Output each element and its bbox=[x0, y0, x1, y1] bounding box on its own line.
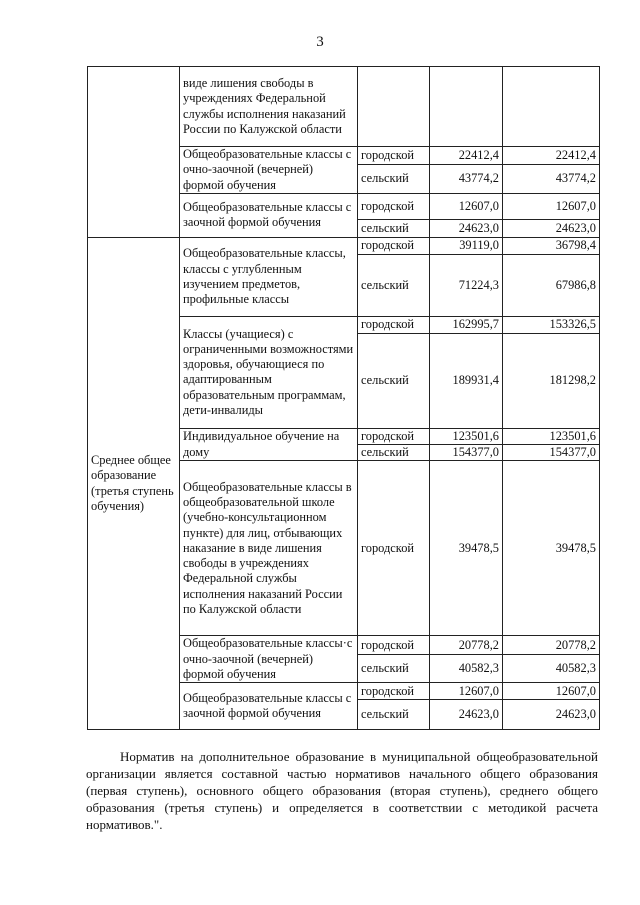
value-cell: 12607,0 bbox=[430, 193, 503, 219]
value-cell: 12607,0 bbox=[503, 193, 600, 219]
type-cell: Общеобразовательные классы с заочной формой обучения bbox=[180, 683, 358, 730]
value-cell: 20778,2 bbox=[503, 636, 600, 655]
value-cell: 181298,2 bbox=[503, 333, 600, 428]
value-cell: 39478,5 bbox=[430, 461, 503, 636]
value-cell: 40582,3 bbox=[503, 655, 600, 683]
value-cell: 22412,4 bbox=[503, 147, 600, 165]
footer-text: Норматив на дополнительное образование в муниципальной общеобразовательной организации является составной частью нормативов начального общего образования (первая ступень), основного общего образования (вторая ступень), среднего общего образования (третья ступень) и определяется в соответствии с методикой расчета нормативов.". bbox=[86, 749, 598, 832]
value-cell: 24623,0 bbox=[430, 219, 503, 237]
area-cell: сельский bbox=[358, 164, 430, 193]
value-cell: 71224,3 bbox=[430, 254, 503, 316]
value-cell: 123501,6 bbox=[430, 428, 503, 444]
footer-paragraph bbox=[86, 748, 598, 833]
value-cell: 36798,4 bbox=[503, 237, 600, 254]
value-cell: 24623,0 bbox=[503, 700, 600, 730]
value-cell: 43774,2 bbox=[430, 164, 503, 193]
value-cell: 154377,0 bbox=[503, 445, 600, 461]
area-cell: городской bbox=[358, 237, 430, 254]
type-cell: Общеобразовательные классы, классы с углубленным изучением предметов, профильные классы bbox=[180, 237, 358, 316]
area-cell: городской bbox=[358, 683, 430, 700]
level-cell: Среднее общее образование (третья ступень обучения) bbox=[88, 237, 180, 729]
value-cell bbox=[430, 67, 503, 147]
table-row bbox=[88, 67, 600, 147]
value-cell: 154377,0 bbox=[430, 445, 503, 461]
value-cell: 123501,6 bbox=[503, 428, 600, 444]
value-cell: 24623,0 bbox=[430, 700, 503, 730]
value-cell: 43774,2 bbox=[503, 164, 600, 193]
type-cell: Общеобразовательные классы с заочной формой обучения bbox=[180, 193, 358, 237]
value-cell: 22412,4 bbox=[430, 147, 503, 165]
area-cell: сельский bbox=[358, 700, 430, 730]
type-cell: Общеобразовательные классы в общеобразовательной школе (учебно-консультационном пункте) для лиц, отбывающих наказание в виде лишения свободы в учреждениях Федеральной службы исполнения наказаний России по Калужской области bbox=[180, 461, 358, 636]
value-cell: 12607,0 bbox=[503, 683, 600, 700]
value-cell: 189931,4 bbox=[430, 333, 503, 428]
level-cell bbox=[88, 67, 180, 238]
area-cell: городской bbox=[358, 636, 430, 655]
value-cell: 153326,5 bbox=[503, 316, 600, 333]
type-cell: Общеобразовательные классы с очно-заочной (вечерней) формой обучения bbox=[180, 147, 358, 194]
type-cell: Классы (учащиеся) с ограниченными возможностями здоровья, обучающиеся по адаптированным образовательным программам, дети-инвалиды bbox=[180, 316, 358, 428]
area-cell: сельский bbox=[358, 219, 430, 237]
area-cell bbox=[358, 67, 430, 147]
area-cell: сельский bbox=[358, 333, 430, 428]
area-cell: городской bbox=[358, 193, 430, 219]
area-cell: городской bbox=[358, 461, 430, 636]
value-cell bbox=[503, 67, 600, 147]
type-cell: виде лишения свободы в учреждениях Федеральной службы исполнения наказаний России по Калужской области bbox=[180, 67, 358, 147]
area-cell: городской bbox=[358, 147, 430, 165]
value-cell: 39478,5 bbox=[503, 461, 600, 636]
value-cell: 40582,3 bbox=[430, 655, 503, 683]
value-cell: 24623,0 bbox=[503, 219, 600, 237]
area-cell: городской bbox=[358, 428, 430, 444]
area-cell: сельский bbox=[358, 655, 430, 683]
value-cell: 20778,2 bbox=[430, 636, 503, 655]
area-cell: городской bbox=[358, 316, 430, 333]
value-cell: 67986,8 bbox=[503, 254, 600, 316]
normatives-table bbox=[87, 66, 600, 730]
type-cell: Общеобразовательные классы·с очно-заочной (вечерней) формой обучения bbox=[180, 636, 358, 683]
area-cell: сельский bbox=[358, 254, 430, 316]
type-cell: Индивидуальное обучение на дому bbox=[180, 428, 358, 461]
value-cell: 12607,0 bbox=[430, 683, 503, 700]
page-number: 3 bbox=[316, 34, 324, 50]
value-cell: 162995,7 bbox=[430, 316, 503, 333]
table-row bbox=[88, 237, 600, 254]
value-cell: 39119,0 bbox=[430, 237, 503, 254]
area-cell: сельский bbox=[358, 445, 430, 461]
